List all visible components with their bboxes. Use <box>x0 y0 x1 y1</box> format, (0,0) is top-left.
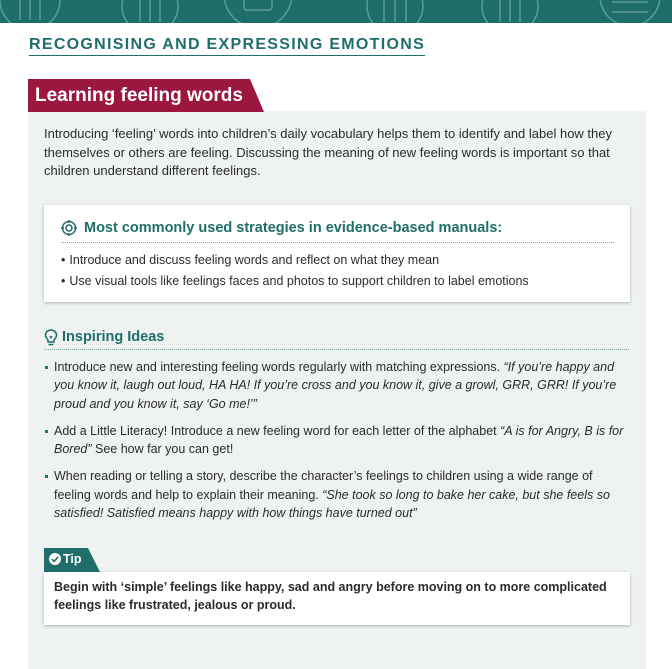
book-pattern-icon <box>0 0 672 23</box>
ideas-title: Inspiring Ideas <box>62 329 165 345</box>
lightbulb-icon <box>44 329 58 346</box>
intro-paragraph: Introducing ‘feeling’ words into children’s daily vocabulary helps them to identify and label how they themselves or others are feeling. Discussing the meaning of new feeling words is important so that children understand different feelings. <box>44 126 612 178</box>
page-title: Learning feeling words <box>35 85 243 106</box>
list-item: • Use visual tools like feelings faces and photos to support children to label emotions <box>61 271 529 292</box>
strategies-list <box>61 250 529 292</box>
tip-label: Tip <box>63 552 82 566</box>
tip-tab <box>44 548 100 572</box>
header-band <box>0 0 672 23</box>
ideas-list <box>44 358 628 531</box>
check-circle-icon <box>49 553 61 565</box>
strategies-header <box>61 217 614 243</box>
list-item: Add a Little Literacy! Introduce a new feeling word for each letter of the alphabet “A is for Angry, B is for Bored” See how far you can get! <box>44 422 628 459</box>
tip-text: Begin with ‘simple’ feelings like happy, sad and angry before moving on to more complicated feelings like frustrated, jealous or proud. <box>54 580 607 613</box>
title-banner <box>28 79 264 112</box>
section-heading: RECOGNISING AND EXPRESSING EMOTIONS <box>29 36 425 56</box>
ideas-header <box>44 327 629 350</box>
list-item: • Introduce and discuss feeling words and reflect on what they mean <box>61 250 529 271</box>
strategies-card <box>44 205 630 302</box>
list-item: Introduce new and interesting feeling words regularly with matching expressions. “If you’re happy and you know it, laugh out loud, HA HA! If you’re cross and you know it, give a growl, GRR, GRR! If you’re proud and you know it, say ‘Go me!’” <box>44 358 628 413</box>
list-item: When reading or telling a story, describe the character’s feelings to children using a wide range of feeling words and help to explain their meaning. “She took so long to bake her cake, but she feels so satisfied! Satisfied means happy with how things have turned out” <box>44 467 628 522</box>
strategies-title: Most commonly used strategies in evidence-based manuals: <box>84 220 503 236</box>
tip-card <box>44 572 630 625</box>
target-icon <box>61 220 77 236</box>
